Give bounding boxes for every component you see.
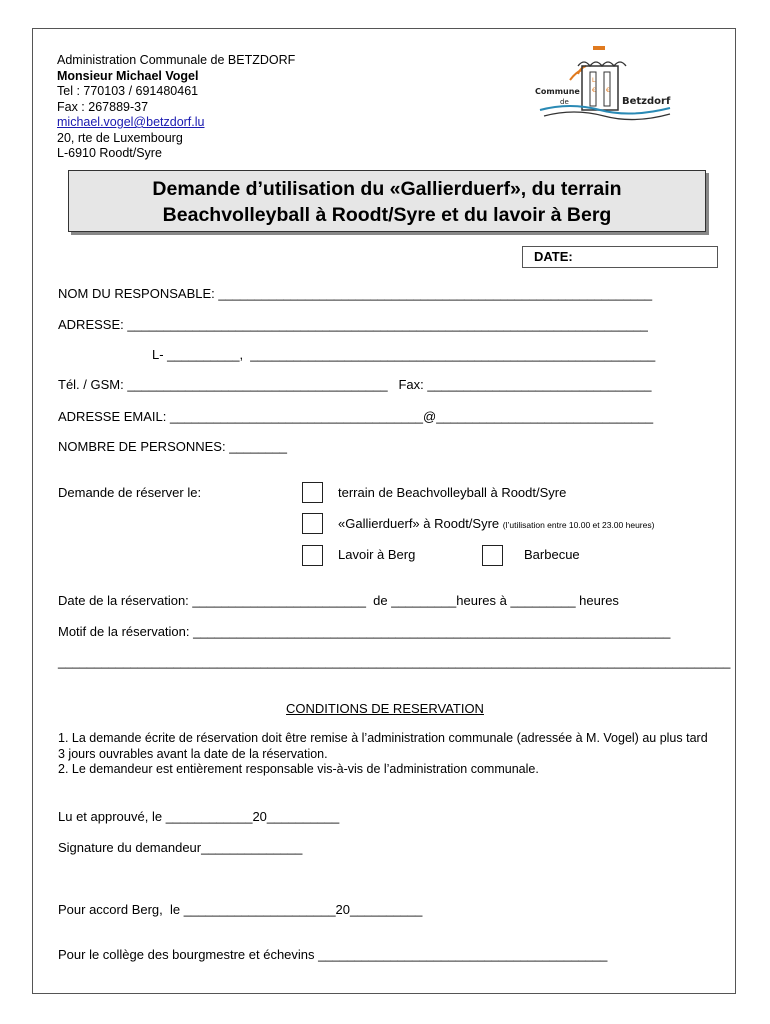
svg-text:€: €: [592, 87, 596, 94]
contact-tel: Tel : 770103 / 691480461: [57, 84, 199, 98]
contact-name: Monsieur Michael Vogel: [57, 68, 199, 83]
contact-fax: Fax : 267889-37: [57, 99, 149, 114]
checkbox-lavoir[interactable]: [302, 545, 323, 566]
lu-approuve-field[interactable]: Lu et approuvé, le ____________20__________: [58, 809, 340, 824]
checkbox-barbecue[interactable]: [482, 545, 503, 566]
conditions-title: CONDITIONS DE RESERVATION: [286, 701, 484, 716]
email-field[interactable]: ADRESSE EMAIL: ___________________________________@______________________________: [58, 409, 654, 424]
contact-address-city: L-6910 Roodt/Syre: [57, 146, 162, 160]
locality-field[interactable]: L- __________, ________________________________________________________: [152, 347, 656, 362]
svg-text:L: L: [592, 77, 596, 84]
condition-1: 1. La demande écrite de réservation doit être remise à l’administration communale (adressée à M. Vogel) au plus tard 3 jours ouvrables avant la date de la réservation.: [58, 731, 708, 761]
option-barbecue-label: Barbecue: [524, 547, 580, 562]
accord-berg-field[interactable]: Pour accord Berg, le _____________________20__________: [58, 902, 423, 917]
title-line-2: Beachvolleyball à Roodt/Syre et du lavoir à Berg: [162, 204, 612, 226]
conditions-text: [58, 731, 708, 778]
org-name: Administration Communale de BETZDORF: [57, 53, 296, 67]
responsable-name-field[interactable]: NOM DU RESPONSABLE: ____________________________________________________________: [58, 286, 653, 301]
condition-2: 2. Le demandeur est entièrement responsable vis-à-vis de l’administration communale.: [58, 762, 539, 776]
persons-count-field[interactable]: NOMBRE DE PERSONNES: ________: [58, 439, 288, 454]
date-field[interactable]: DATE:: [522, 246, 718, 268]
option-gallierduerf-note: (l’utilisation entre 10.00 et 23.00 heures): [502, 520, 655, 530]
address-field[interactable]: ADRESSE: ________________________________________________________________________: [58, 317, 648, 332]
logo-de-text: de: [560, 98, 569, 106]
logo-betzdorf-text: Betzdorf: [622, 96, 671, 107]
reserve-label: Demande de réserver le:: [58, 485, 202, 500]
signature-demandeur-field[interactable]: Signature du demandeur______________: [58, 840, 303, 855]
checkbox-gallierduerf[interactable]: [302, 513, 323, 534]
reservation-motif-extra-line[interactable]: _____________________________________________________________________________________________: [58, 654, 731, 669]
option-gallierduerf-label: «Gallierduerf» à Roodt/Syre: [338, 516, 503, 531]
reservation-motif-field[interactable]: Motif de la réservation: __________________________________________________________________: [58, 624, 671, 639]
contact-email-link[interactable]: michael.vogel@betzdorf.lu: [57, 115, 205, 129]
logo-commune-text: Commune: [535, 87, 580, 96]
tel-fax-field[interactable]: Tél. / GSM: ____________________________________ Fax: _______________________________: [58, 377, 652, 392]
checkbox-beachvolleyball[interactable]: [302, 482, 323, 503]
form-title: [68, 170, 706, 232]
college-signature-field[interactable]: Pour le collège des bourgmestre et échevins ________________________________________: [58, 947, 608, 962]
header-contact-block: [57, 53, 295, 162]
option-lavoir-label: Lavoir à Berg: [338, 547, 416, 562]
reservation-date-field[interactable]: Date de la réservation: ________________________ de _________heures à _________ heures: [58, 593, 619, 608]
svg-text:€: €: [606, 87, 610, 94]
title-line-1: Demande d’utilisation du «Gallierduerf», du terrain: [152, 178, 622, 200]
commune-betzdorf-logo: [530, 44, 680, 132]
contact-address-street: 20, rte de Luxembourg: [57, 130, 183, 145]
option-gallierduerf: [338, 516, 654, 531]
option-beachvolleyball-label: terrain de Beachvolleyball à Roodt/Syre: [338, 485, 567, 500]
